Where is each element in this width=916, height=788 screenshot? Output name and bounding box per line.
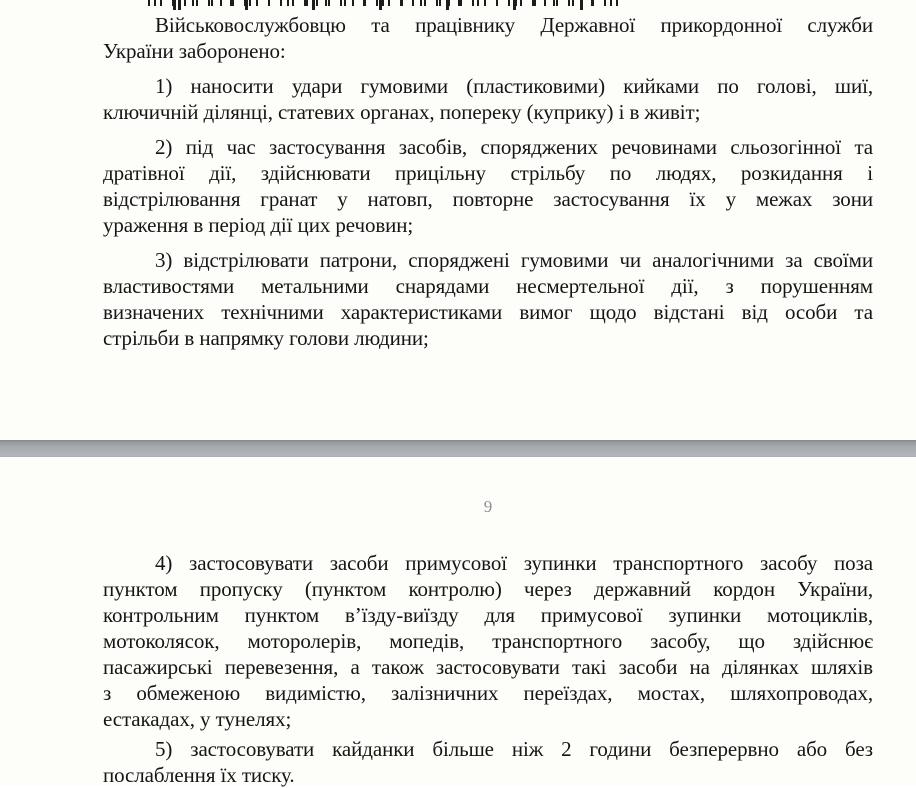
text-line: дратівної дії, здійснювати прицільну стрільбу по людях, розкидання і <box>103 161 873 185</box>
text-line: ураження в період дії цих речовин; <box>103 213 414 237</box>
page-text-column <box>103 550 873 788</box>
clipped-text-fragments <box>148 0 622 10</box>
paragraph <box>103 12 873 64</box>
page-text-column <box>103 12 873 351</box>
text-line: України заборонено: <box>103 39 286 63</box>
page-break-divider <box>0 440 916 457</box>
text-line: властивостями метальними снарядами несмертельної дії, з порушенням <box>103 274 873 298</box>
paragraph <box>103 736 873 788</box>
page-number: 9 <box>483 497 493 516</box>
text-line: 3) відстрілювати патрони, споряджені гумовими чи аналогічними за своїми <box>155 248 873 272</box>
text-line: пасажирські перевезення, а також застосовувати такі засоби на ділянках шляхів <box>103 655 873 679</box>
text-line: мотоколясок, моторолерів, мопедів, транспортного засобу, що здійснює <box>103 629 873 653</box>
paragraph <box>103 73 873 125</box>
text-line: естакадах, у тунелях; <box>103 707 292 731</box>
paragraph <box>103 247 873 351</box>
text-line: стрільби в напрямку голови людини; <box>103 326 429 350</box>
document-page-lower <box>0 457 916 786</box>
text-line: відстрілювання гранат у натовп, повторне застосування їх у межах зони <box>103 187 873 211</box>
paragraph <box>103 134 873 238</box>
paragraph <box>103 550 873 732</box>
text-line: 5) застосовувати кайданки більше ніж 2 години безперервно або без <box>155 737 873 761</box>
text-line: 1) наносити удари гумовими (пластиковими) кийками по голові, шиї, <box>155 74 873 98</box>
text-line: пунктом пропуску (пунктом контролю) через державний кордон України, <box>103 577 873 601</box>
text-line: визначених технічними характеристиками вимог щодо відстані від особи та <box>103 300 873 324</box>
text-line: 2) під час застосування засобів, споряджених речовинами сльозогінної та <box>155 135 873 159</box>
text-line: послаблення їх тиску. <box>103 763 295 787</box>
text-line: ключичній ділянці, статевих органах, попереку (куприку) і в живіт; <box>103 100 701 124</box>
text-line: 4) застосовувати засоби примусової зупинки транспортного засобу поза <box>155 551 873 575</box>
text-line: з обмеженою видимістю, залізничних переїздах, мостах, шляхопроводах, <box>103 681 873 705</box>
text-line: контрольним пунктом в’їзду-виїзду для примусової зупинки мотоциклів, <box>103 603 873 627</box>
text-line: Військовослужбовцю та працівнику Державної прикордонної служби <box>155 13 873 37</box>
